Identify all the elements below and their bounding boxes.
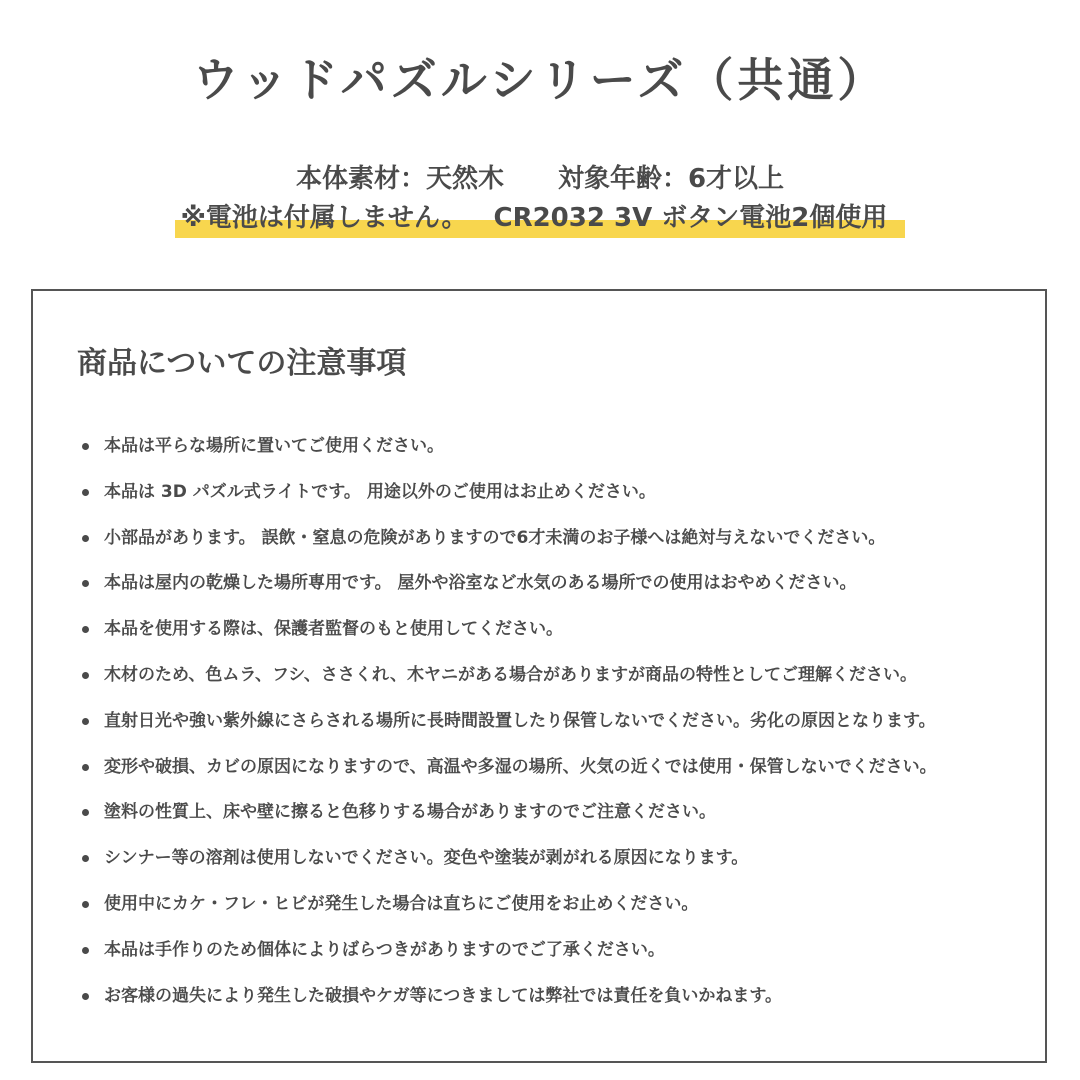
bullet-icon bbox=[82, 443, 89, 450]
battery-info bbox=[0, 198, 1080, 238]
spec-line bbox=[0, 161, 1080, 197]
bullet-icon bbox=[82, 672, 89, 679]
notice-heading: 商品についての注意事項 bbox=[77, 346, 407, 381]
bullet-icon bbox=[82, 580, 89, 587]
notice-item: 塗料の性質上、床や壁に擦ると色移りする場合がありますのでご注意ください。 bbox=[80, 790, 1040, 836]
bullet-icon bbox=[82, 901, 89, 908]
material-spec: 本体素材：天然木 bbox=[295, 164, 504, 194]
notice-item: 使用中にカケ・フレ・ヒビが発生した場合は直ちにご使用をお止めください。 bbox=[80, 882, 1040, 928]
bullet-icon bbox=[82, 489, 89, 496]
notice-item: 変形や破損、カビの原因になりますので、高温や多湿の場所、火気の近くでは使用・保管しないでください。 bbox=[80, 745, 1040, 791]
bullet-icon bbox=[82, 535, 89, 542]
notice-item: 本品は屋内の乾燥した場所専用です。 屋外や浴室など水気のある場所での使用はおやめください。 bbox=[80, 561, 1040, 607]
notice-item: 直射日光や強い紫外線にさらされる場所に長時間設置したり保管しないでください。劣化の原因となります。 bbox=[80, 699, 1040, 745]
notice-item: 本品を使用する際は、保護者監督のもと使用してください。 bbox=[80, 607, 1040, 653]
notice-item: 本品は 3D パズル式ライトです。 用途以外のご使用はお止めください。 bbox=[80, 470, 1040, 516]
page-title: ウッドパズルシリーズ（共通） bbox=[192, 53, 888, 107]
bullet-icon bbox=[82, 809, 89, 816]
notice-item: 本品は平らな場所に置いてご使用ください。 bbox=[80, 424, 1040, 470]
bullet-icon bbox=[82, 626, 89, 633]
bullet-icon bbox=[82, 947, 89, 954]
notice-item: 木材のため、色ムラ、フシ、ささくれ、木ヤニがある場合がありますが商品の特性としてご理解ください。 bbox=[80, 653, 1040, 699]
bullet-icon bbox=[82, 764, 89, 771]
bullet-icon bbox=[82, 993, 89, 1000]
notice-item: 本品は手作りのため個体によりばらつきがありますのでご了承ください。 bbox=[80, 928, 1040, 974]
notice-item: シンナー等の溶剤は使用しないでください。変色や塗装が剥がれる原因になります。 bbox=[80, 836, 1040, 882]
notice-item: 小部品があります。 誤飲・窒息の危険がありますので6才未満のお子様へは絶対与えないでください。 bbox=[80, 516, 1040, 562]
age-spec: 対象年齢：6才以上 bbox=[557, 164, 785, 194]
bullet-icon bbox=[82, 718, 89, 725]
battery-type-note: CR2032 3V ボタン電池2個使用 bbox=[493, 203, 888, 233]
battery-highlight bbox=[175, 198, 906, 238]
battery-not-included-note: ※電池は付属しません。 bbox=[180, 203, 468, 233]
notice-list bbox=[80, 424, 1040, 1019]
notice-item: お客様の過失により発生した破損やケガ等につきましては弊社では責任を負いかねます。 bbox=[80, 974, 1040, 1020]
bullet-icon bbox=[82, 855, 89, 862]
